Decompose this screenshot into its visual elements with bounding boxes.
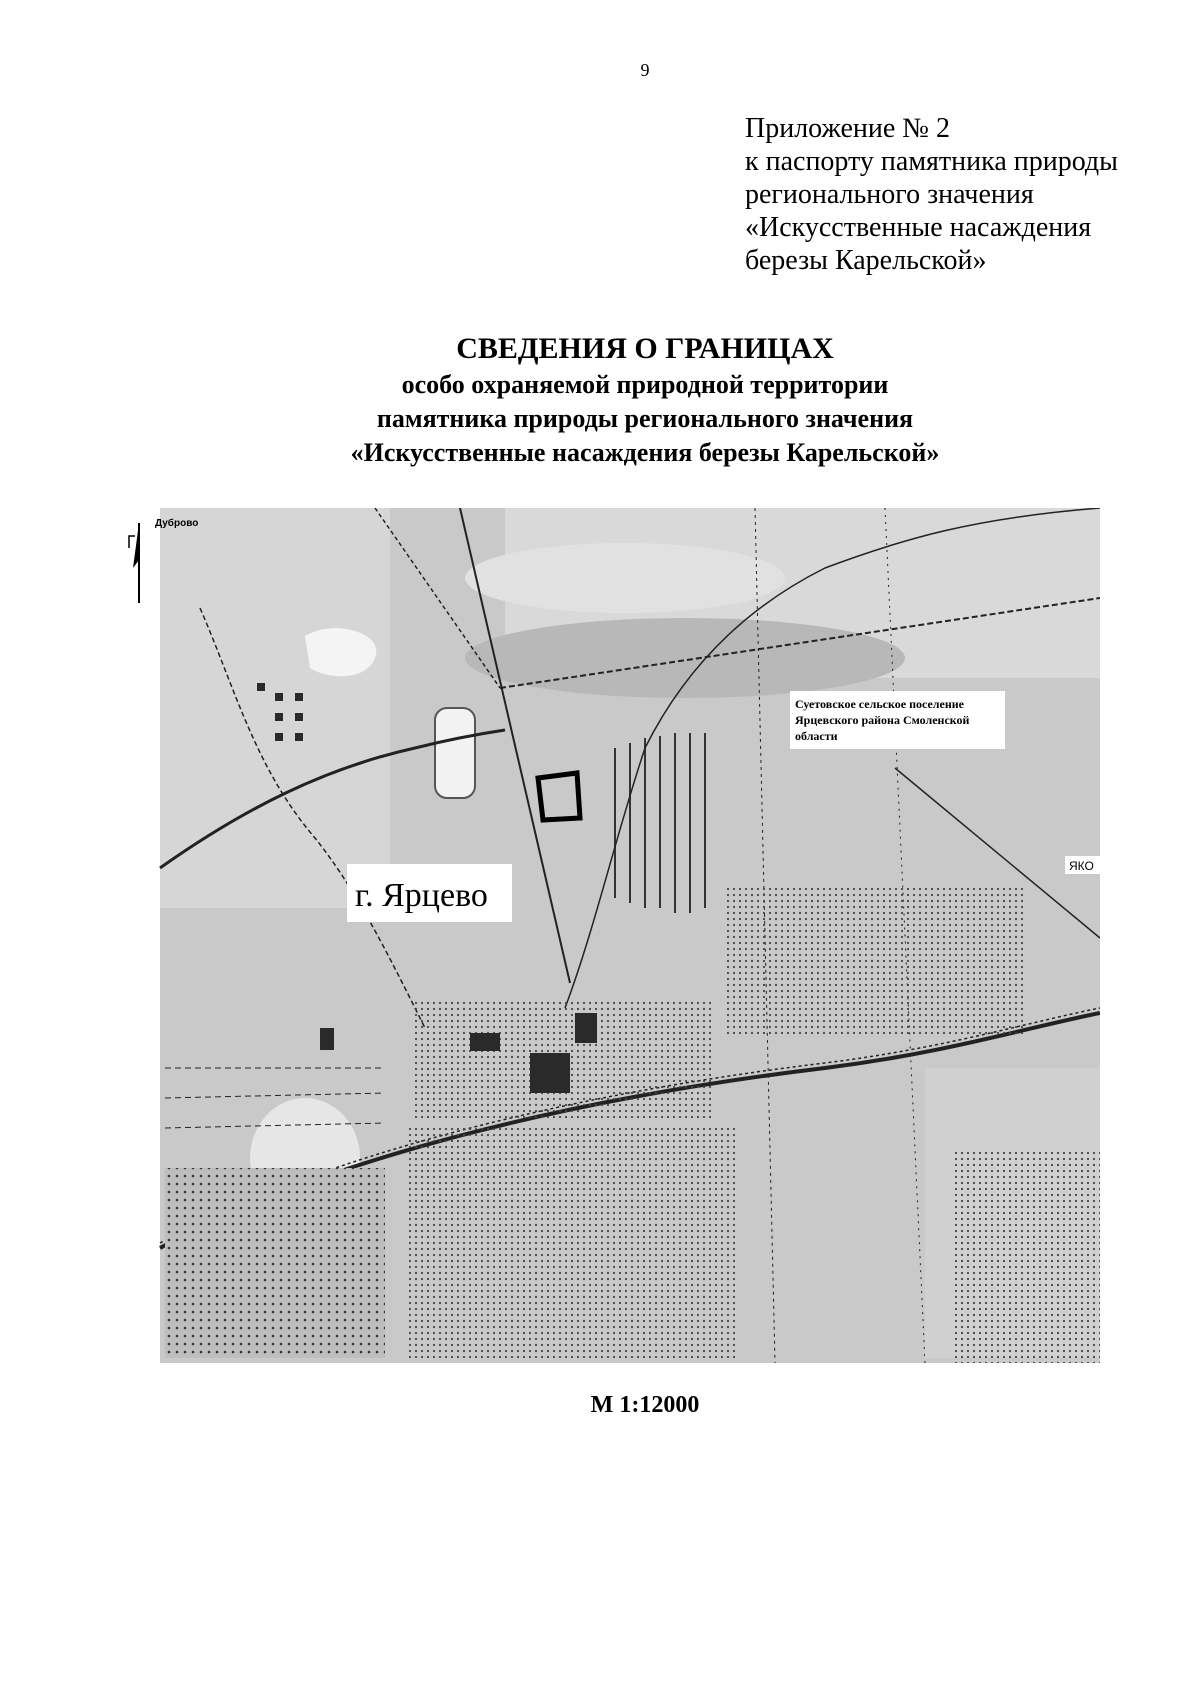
map-svg [125, 508, 1100, 1363]
built-up-area [955, 1148, 1100, 1363]
appendix-line: «Искусственные насаждения [745, 212, 1092, 243]
settlement-label-line: Суетовское сельское поселение [795, 697, 965, 711]
heading-line: особо охраняемой природной территории [401, 370, 889, 399]
settlement-label-line: области [795, 729, 838, 743]
heading-line: памятника природы регионального значения [376, 404, 914, 433]
map-scale: М 1:12000 [590, 1392, 700, 1418]
north-arrow-icon [129, 523, 139, 603]
boundary-map [125, 508, 1100, 1363]
appendix-line: к паспорту памятника природы [745, 146, 1118, 177]
built-up-area [165, 1168, 385, 1358]
appendix-note [745, 112, 1165, 277]
town-label: г. Ярцево [355, 877, 488, 914]
terrain-dark-area [465, 618, 905, 698]
heading-title: СВЕДЕНИЯ О ГРАНИЦАХ [456, 332, 834, 365]
heading-line: «Искусственные насаждения березы Карельской» [350, 438, 940, 467]
terrain-light-area [160, 508, 390, 908]
edge-label: ЯКО [1069, 859, 1094, 873]
stadium [435, 708, 475, 798]
page-number: 9 [640, 60, 650, 80]
appendix-line: березы Карельской» [745, 245, 987, 276]
built-up-area [405, 1128, 735, 1358]
document-heading [0, 330, 1200, 470]
settlement-label-line: Ярцевского района Смоленской [795, 713, 970, 727]
appendix-line: регионального значения [745, 179, 1034, 210]
built-up-area [725, 888, 1025, 1038]
appendix-line: Приложение № 2 [745, 113, 950, 144]
terrain-light-area [465, 543, 785, 613]
village-label: Дуброво [155, 518, 199, 529]
